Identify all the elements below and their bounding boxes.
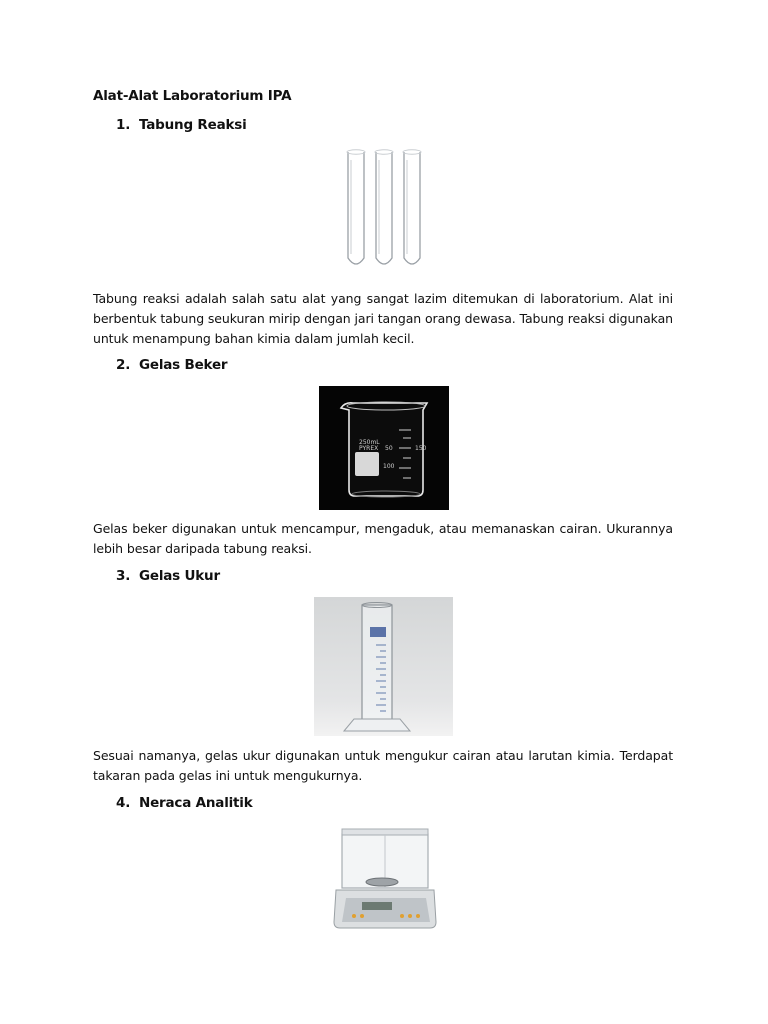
analytical-balance-image xyxy=(332,826,438,934)
section-paragraph-2: Gelas beker digunakan untuk mencampur, mengaduk, atau memanaskan cairan. Ukurannya lebih besar daripada tabung reaksi. xyxy=(93,521,673,556)
section-number: 4. xyxy=(116,795,131,811)
section-heading-text: Gelas Ukur xyxy=(139,568,220,584)
section-heading-1 xyxy=(116,117,247,133)
section-number: 3. xyxy=(116,568,131,584)
section-heading-3 xyxy=(116,568,220,584)
svg-text:PYREX: PYREX xyxy=(359,445,379,452)
section-heading-text: Neraca Analitik xyxy=(139,795,253,811)
svg-text:50: 50 xyxy=(385,445,393,452)
section-heading-text: Tabung Reaksi xyxy=(139,117,247,133)
graduated-cylinder-image xyxy=(314,597,453,736)
section-paragraph-3: Sesuai namanya, gelas ukur digunakan untuk mengukur cairan atau larutan kimia. Terdapat takaran pada gelas ini untuk mengukurnya. xyxy=(93,748,673,783)
beaker-image xyxy=(319,386,449,510)
section-number: 2. xyxy=(116,357,131,373)
section-heading-text: Gelas Beker xyxy=(139,357,228,373)
section-paragraph-1: Tabung reaksi adalah salah satu alat yang sangat lazim ditemukan di laboratorium. Alat ini berbentuk tabung seukuran mirip dengan jari tangan orang dewasa. Tabung reaksi digunakan untuk menampung bahan kimia dalam jumlah kecil. xyxy=(93,291,673,346)
document-title: Alat-Alat Laboratorium IPA xyxy=(93,88,292,104)
section-number: 1. xyxy=(116,117,131,133)
section-heading-4 xyxy=(116,795,253,811)
test-tubes-image xyxy=(335,146,433,276)
section-heading-2 xyxy=(116,357,227,373)
svg-text:100: 100 xyxy=(383,463,395,470)
svg-text:150: 150 xyxy=(415,445,427,452)
svg-text:250mL: 250mL xyxy=(359,439,380,446)
